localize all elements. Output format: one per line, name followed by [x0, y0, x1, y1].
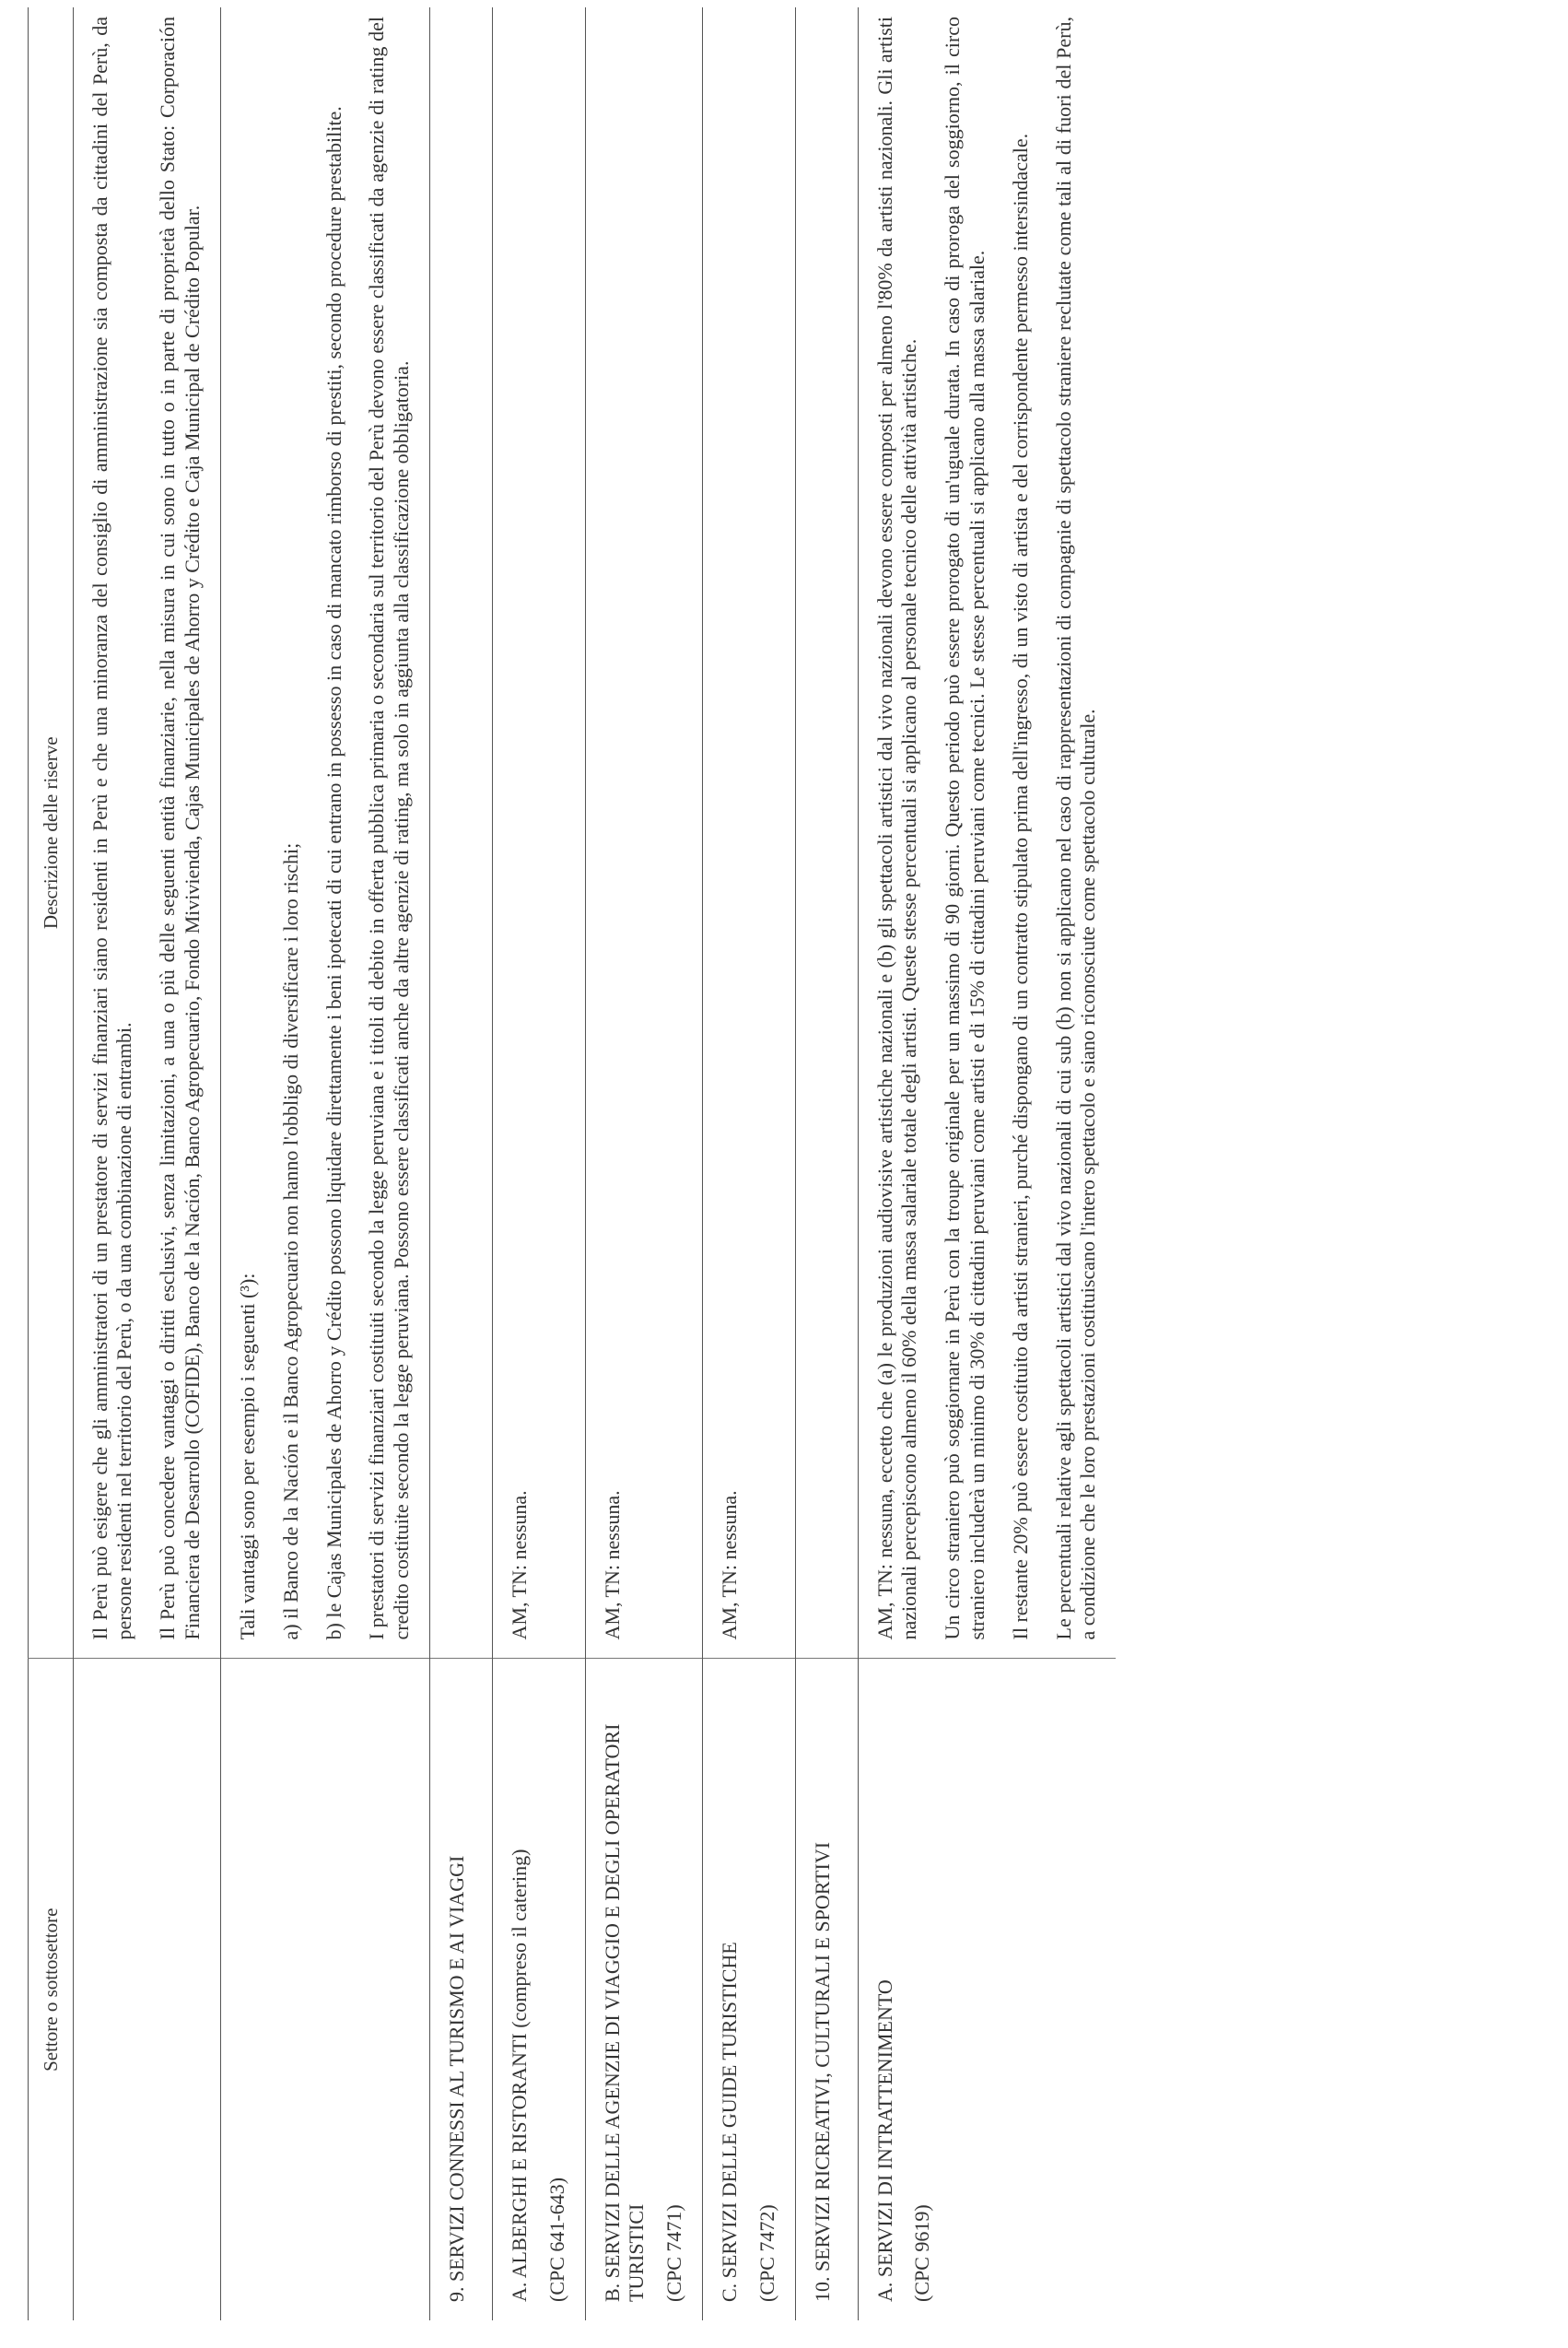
description-paragraph: I prestatori di servizi finanziari costituiti secondo la legge peruviana e i titoli di debito in offerta pubblica primaria o secondaria sul territorio del Perù devono essere classificati da agenzie di rating del credito costituite secondo la legge peruviana. Possono essere classificati anche da altre agenzie di rating, ma solo in aggiunta alla classificazione obbligatoria.: [365, 17, 414, 1640]
sector-heading: B. SERVIZI DELLE AGENZIE DI VIAGGIO E DEGLI OPERATORI TURISTICI: [600, 1723, 649, 2302]
description-cell: [795, 7, 858, 1659]
description-paragraph: Il restante 20% può essere costituito da artisti stranieri, purché dispongano di un contratto stipulato prima dell'ingresso, di un visto di artista e del corrispondente permesso intersindacale.: [1008, 133, 1032, 1640]
sector-heading: 9. SERVIZI CONNESSI AL TURISMO E AI VIAGGI: [445, 1855, 469, 2302]
description-cell: [585, 7, 702, 1659]
table-row: [492, 7, 585, 2320]
description-cell: [858, 7, 1116, 1659]
sector-heading: C. SERVIZI DELLE GUIDE TURISTICHE: [718, 1942, 742, 2302]
sector-cell: [492, 1659, 585, 2320]
description-cell: [492, 7, 585, 1659]
sector-code: (CPC 7471): [662, 2204, 686, 2302]
sector-cell: [585, 1659, 702, 2320]
table-header-row: [29, 7, 74, 2320]
table-row: [858, 7, 1116, 2320]
description-column-header: Descrizione delle riserve: [29, 7, 74, 1659]
description-paragraph: a) il Banco de la Nación e il Banco Agropecuario non hanno l'obbligo di diversificare i loro rischi;: [278, 842, 302, 1640]
sector-cell: [430, 1659, 493, 2320]
table-row: [430, 7, 493, 2320]
reservations-table: [28, 7, 1116, 2320]
sector-column-header: Settore o sottosettore: [29, 1659, 74, 2320]
sector-cell: [795, 1659, 858, 2320]
table-row: [585, 7, 702, 2320]
description-cell: [430, 7, 493, 1659]
sector-code: (CPC 9619): [910, 2204, 934, 2302]
description-paragraph: b) le Cajas Municipales de Ahorro y Crédito possono liquidare direttamente i beni ipotecati di cui entrano in possesso in caso di mancato rimborso di prestiti, secondo procedure prestabilite.: [322, 106, 345, 1640]
sector-cell: [703, 1659, 796, 2320]
sector-cell: [858, 1659, 1116, 2320]
description-cell: [220, 7, 429, 1659]
description-paragraph: AM, TN: nessuna, eccetto che (a) le produzioni audiovisive artistiche nazionali e (b) gli spettacoli artistici dal vivo nazionali devono essere composti per almeno l'80% da artisti nazionali. Gli artisti nazionali percepiscono almeno il 60% della massa salariale totale degli artisti. Queste stesse percentuali si applicano al personale tecnico delle attività artistiche.: [872, 17, 921, 1640]
description-paragraph: AM, TN: nessuna.: [600, 1490, 624, 1640]
description-paragraph: Un circo straniero può soggiornare in Perù con la troupe originale per un massimo di 90 giorni. Questo periodo può essere prorogato di un'uguale durata. In caso di proroga del soggiorno, il circo straniero includerà un minimo di 30% di cittadini peruviani come artisti e di 15% di cittadini peruviani come tecnici. Le stesse percentuali si applicano alla massa salariale.: [941, 17, 989, 1640]
description-paragraph: Tali vantaggi sono per esempio i seguenti (³):: [235, 1273, 259, 1640]
sector-heading: 10. SERVIZI RICREATIVI, CULTURALI E SPORTIVI: [810, 1841, 834, 2302]
sector-cell: [220, 1659, 429, 2320]
sector-cell: [73, 1659, 220, 2320]
description-paragraph: Il Perù può concedere vantaggi o diritti esclusivi, senza limitazioni, a una o più delle seguenti entità finanziarie, nella misura in cui sono in tutto o in parte di proprietà dello Stato: Corporación Financiera de Desarrollo (COFIDE), Banco de la Nación, Banco Agropecuario, Fondo Mivivienda, Cajas Municipales de Ahorro y Crédito e Caja Municipal de Crédito Popular.: [156, 17, 205, 1640]
description-cell: [73, 7, 220, 1659]
description-paragraph: AM, TN: nessuna.: [507, 1490, 531, 1640]
sector-code: (CPC 7472): [755, 2204, 778, 2302]
table-row: [795, 7, 858, 2320]
sector-heading: A. SERVIZI DI INTRATTENIMENTO: [872, 1979, 896, 2302]
sector-heading: A. ALBERGHI E RISTORANTI (compreso il catering): [507, 1849, 531, 2302]
description-cell: [703, 7, 796, 1659]
table-row: [220, 7, 429, 2320]
table-row: [73, 7, 220, 2320]
description-paragraph: Le percentuali relative agli spettacoli artistici dal vivo nazionali di cui sub (b) non si applicano nel caso di rappresentazioni di compagnie di spettacolo straniere reclutate come tali al di fuori del Perù, a condizione che le loro prestazioni costituiscano l'intero spettacolo e siano riconosciute come spettacolo culturale.: [1051, 17, 1100, 1640]
sector-code: (CPC 641-643): [544, 2177, 568, 2302]
table-row: [703, 7, 796, 2320]
description-paragraph: Il Perù può esigere che gli amministratori di un prestatore di servizi finanziari siano residenti in Perù e che una minoranza del consiglio di amministrazione sia composta da cittadini del Perù, da persone residenti nel territorio del Perù, o da una combinazione di entrambi.: [88, 17, 136, 1640]
description-paragraph: AM, TN: nessuna.: [718, 1490, 742, 1640]
